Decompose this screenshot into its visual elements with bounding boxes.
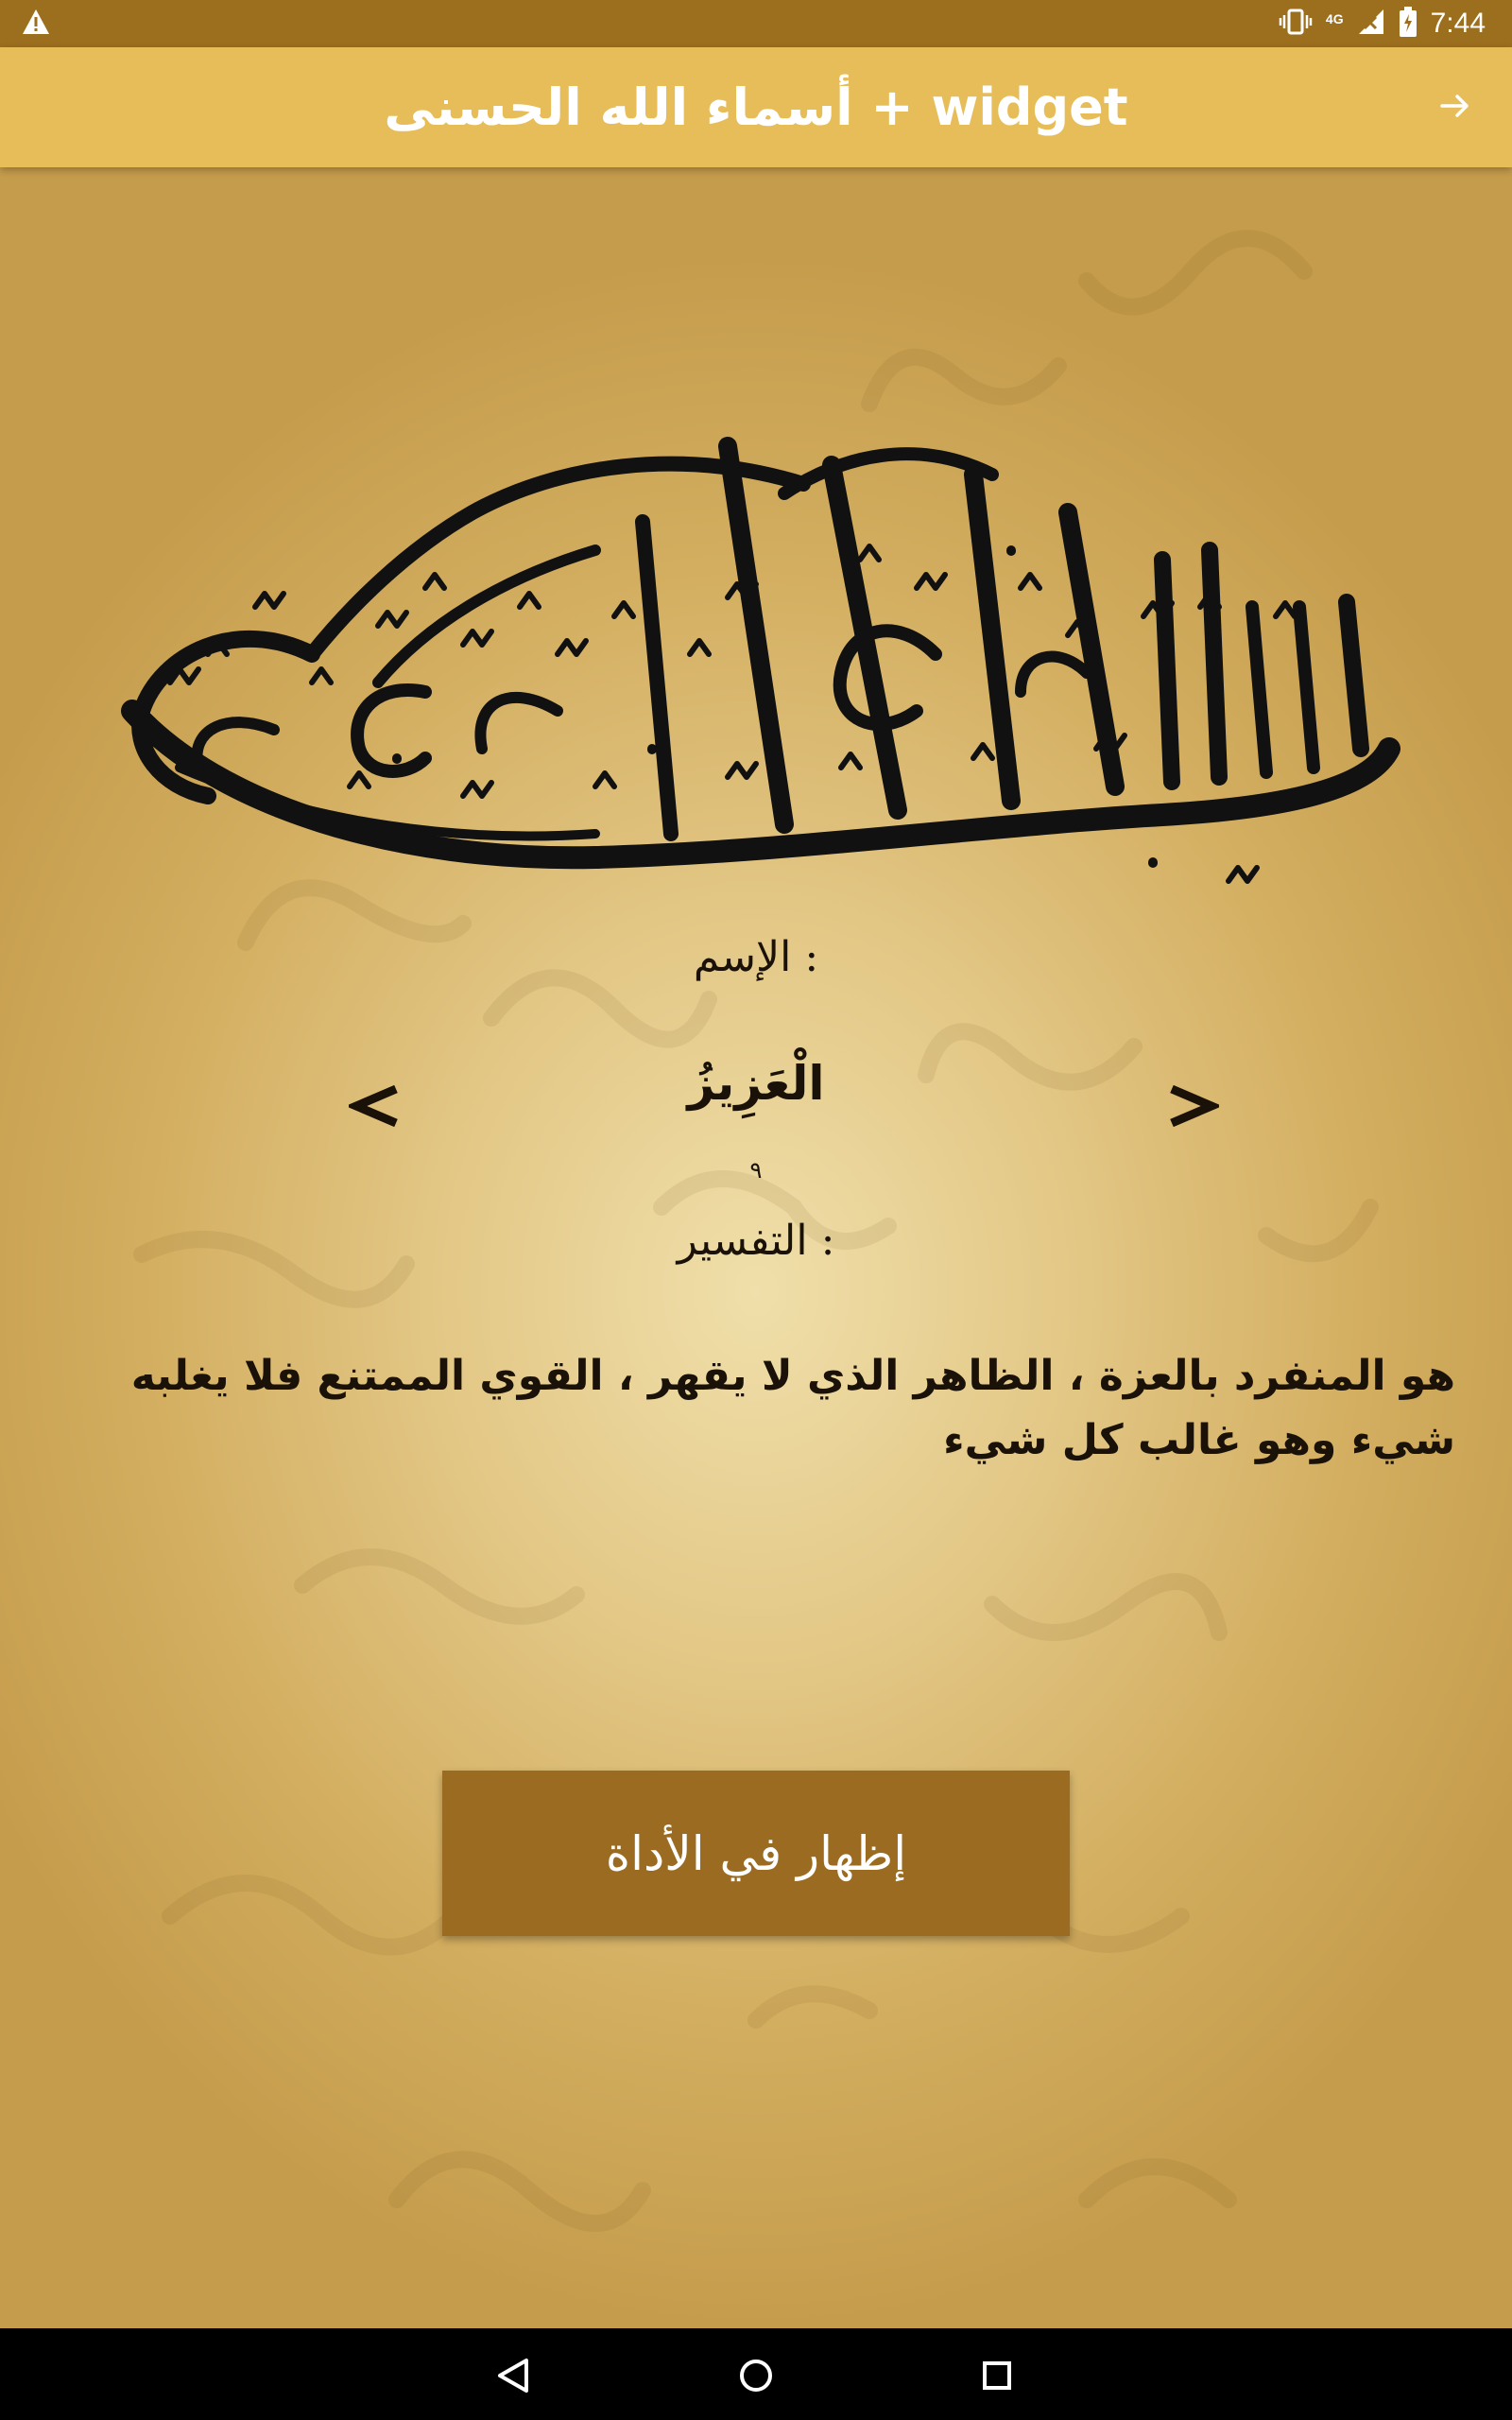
navigation-bar: [0, 2328, 1512, 2420]
status-bar: [0, 0, 1512, 47]
main-content: [0, 167, 1512, 2328]
tafsir-text: هو المنفرد بالعزة ، الظاهر الذي لا يقهر ، القوي الممتنع فلا يغلبه شيء وهو غالب كل شيء: [130, 1352, 1455, 1464]
chevron-right-icon: [1166, 1080, 1219, 1136]
name-label: الإسم :: [693, 933, 819, 981]
tafsir-label: التفسير :: [677, 1217, 835, 1265]
warning-icon: [21, 8, 51, 40]
home-circle-icon[interactable]: [728, 2347, 784, 2404]
network-type: 4G: [1325, 11, 1344, 26]
back-triangle-icon[interactable]: [487, 2347, 543, 2404]
status-time: 7:44: [1430, 8, 1486, 39]
show-in-widget-button[interactable]: إظهار في الأداة: [442, 1771, 1070, 1936]
back-button[interactable]: [1418, 70, 1493, 146]
arrow-right-icon: [1436, 87, 1474, 129]
battery-icon: [1399, 7, 1418, 41]
next-name-button[interactable]: [1155, 1070, 1230, 1146]
recents-square-icon[interactable]: [969, 2347, 1025, 2404]
app-bar: [0, 47, 1512, 167]
name-number: ٩: [749, 1157, 763, 1184]
app-title: أسماء الله الحسنى + widget: [384, 78, 1128, 137]
divine-name: الْعَزِيزُ: [687, 1056, 825, 1111]
signal-icon: [1357, 8, 1385, 40]
vibrate-icon: [1279, 8, 1313, 40]
basmala-calligraphy: [66, 371, 1446, 976]
